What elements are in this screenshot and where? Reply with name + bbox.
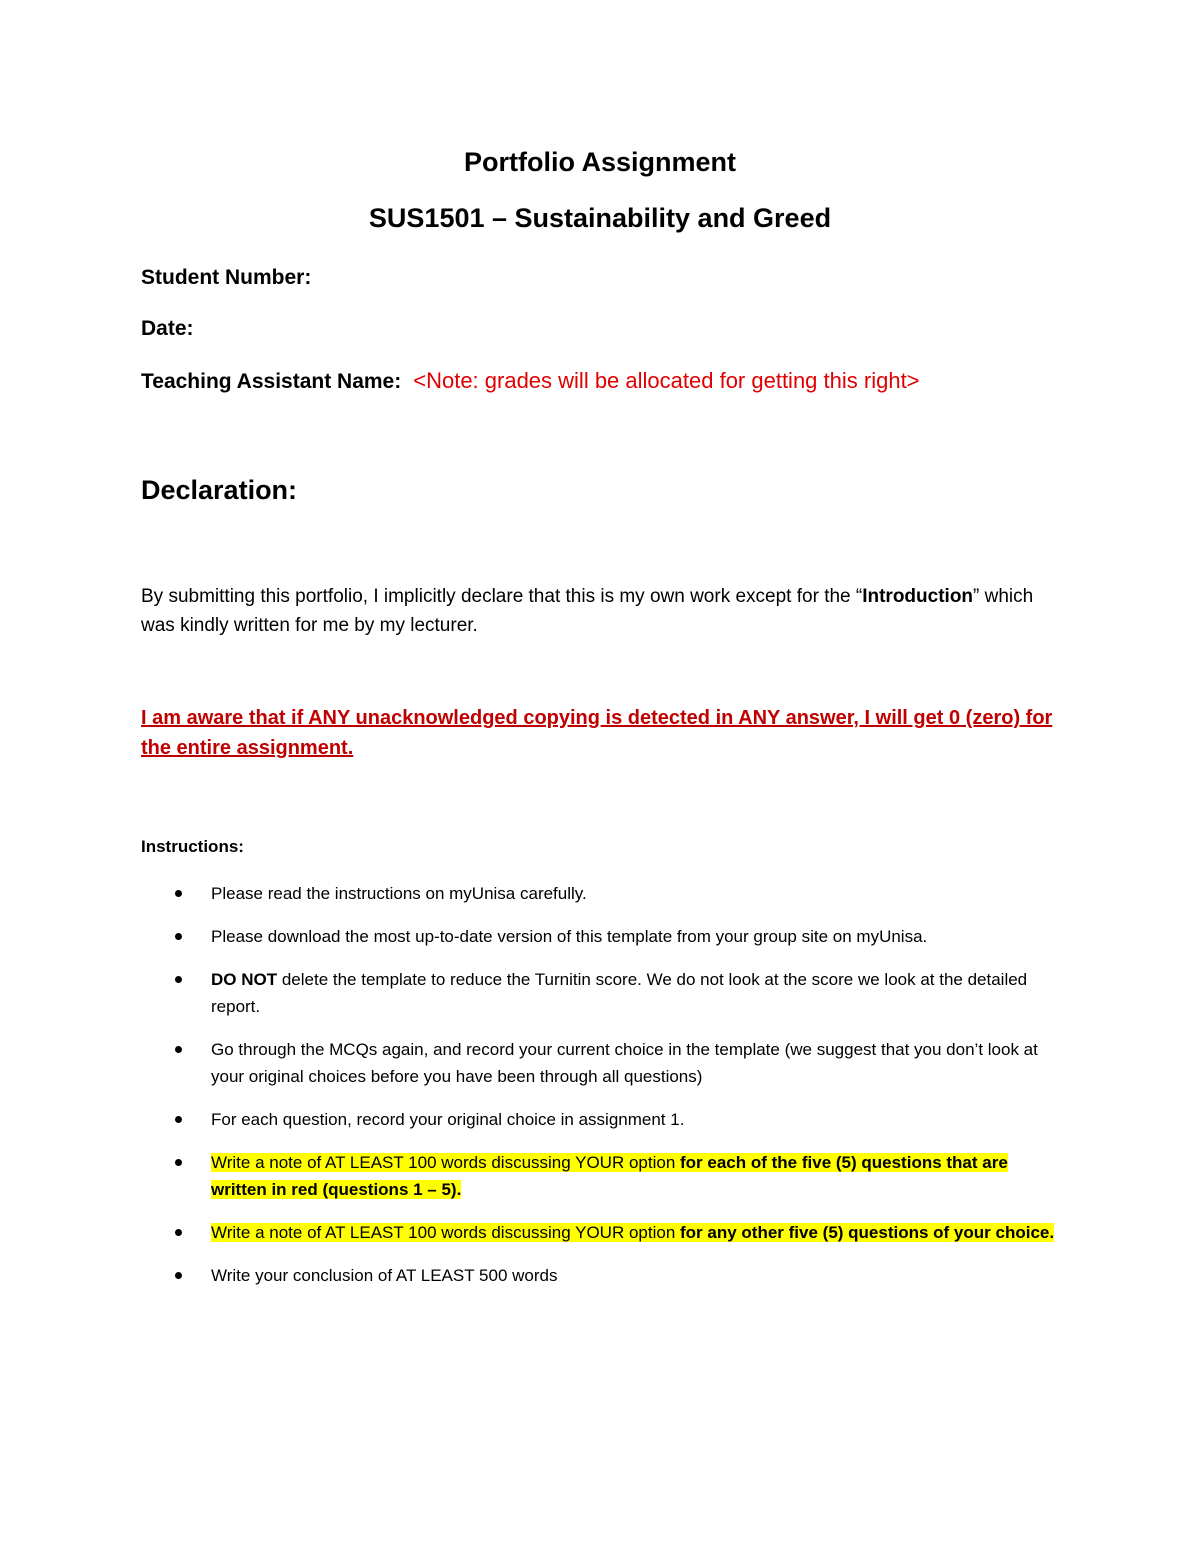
declaration-heading: Declaration: <box>141 475 298 505</box>
instruction-text: For each question, record your original choice in assignment 1. <box>211 1110 685 1129</box>
instruction-text: Write a note of AT LEAST 100 words discussing YOUR option <box>211 1223 681 1242</box>
bullet-icon <box>175 1159 182 1166</box>
date-label: Date: <box>141 317 194 340</box>
instruction-text: delete the template to reduce the Turnitin score. We do not look at the score we look at the detailed report. <box>211 970 1028 1016</box>
instruction-highlight <box>211 1153 1008 1199</box>
instruction-text: Write a note of AT LEAST 100 words discussing YOUR option <box>211 1153 681 1172</box>
list-item <box>141 1106 1061 1133</box>
document-title: Portfolio Assignment <box>463 147 736 177</box>
instruction-bold: for any other five (5) questions of your choice. <box>680 1223 1055 1242</box>
instruction-bold: for each of the five (5) questions that are written in red (questions 1 – 5). <box>211 1153 1008 1199</box>
list-item <box>141 966 1061 1020</box>
teaching-assistant-label: Teaching Assistant Name: <box>141 370 402 393</box>
instruction-text: Please download the most up-to-date version of this template from your group site on myUnisa. <box>211 927 928 946</box>
declaration-text-after: ” which was kindly written for me by my lecturer. <box>141 586 1034 636</box>
bullet-icon <box>175 1229 182 1236</box>
document-subtitle: SUS1501 – Sustainability and Greed <box>368 203 832 233</box>
instruction-text: Please read the instructions on myUnisa carefully. <box>211 884 587 903</box>
teaching-assistant-row <box>141 367 920 396</box>
instruction-text: Go through the MCQs again, and record your current choice in the template (we suggest that you don’t look at your original choices before you have been through all questions) <box>211 1040 1038 1086</box>
list-item <box>141 1262 1061 1289</box>
bullet-icon <box>175 1272 182 1279</box>
list-item <box>141 1219 1061 1246</box>
student-number-label: Student Number: <box>141 266 312 289</box>
list-item <box>141 923 1061 950</box>
bullet-icon <box>175 976 182 983</box>
introduction-word: Introduction <box>862 586 974 607</box>
teaching-assistant-note: <Note: grades will be allocated for getting this right> <box>413 368 920 393</box>
bullet-icon <box>175 933 182 940</box>
bullet-icon <box>175 1046 182 1053</box>
list-item <box>141 1149 1061 1203</box>
declaration-text-before: By submitting this portfolio, I implicitly declare that this is my own work except for the “ <box>141 586 863 607</box>
list-item <box>141 880 1061 907</box>
instructions-heading: Instructions: <box>141 837 244 856</box>
instructions-list <box>141 880 1061 1305</box>
bullet-icon <box>175 890 182 897</box>
instruction-text: Write your conclusion of AT LEAST 500 words <box>211 1266 558 1285</box>
list-item <box>141 1036 1061 1090</box>
bullet-icon <box>175 1116 182 1123</box>
instruction-highlight <box>211 1223 1054 1242</box>
instruction-bold: DO NOT <box>211 970 278 989</box>
copying-warning: I am aware that if ANY unacknowledged copying is detected in ANY answer, I will get 0 (zero) for the entire assignment. <box>141 707 1053 759</box>
declaration-text <box>141 582 1071 640</box>
